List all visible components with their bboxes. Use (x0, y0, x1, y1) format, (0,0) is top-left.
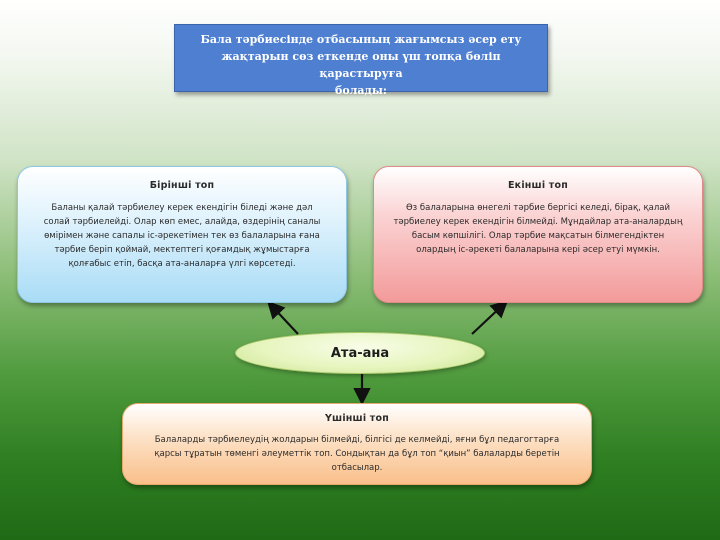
title-line-1: Бала тәрбиесінде отбасының жағымсыз әсер ету (200, 33, 522, 46)
title-line-2: жақтарын сөз еткенде оны үш топқа бөліп қарастыруға (221, 50, 501, 80)
group-3-box (122, 403, 592, 485)
group-2-heading: Екінші топ (507, 180, 568, 191)
group-2-box (373, 166, 703, 303)
group-1-box (17, 166, 347, 303)
arrow-to-group-1 (270, 304, 298, 334)
arrow-to-group-2 (472, 303, 505, 334)
parents-hub (235, 332, 485, 374)
group-2-text: Өз балаларына өнегелі тәрбие бергісі келеді, бірақ, қалай тәрбиелеу керек екендігін білмейді. Мұндайлар ата-аналардың басым көпшілігі. Олар тәрбие мақсатын білмегендіктен олардың іс-әрекеті балаларына кері әсер етуі мүмкін. (393, 203, 683, 255)
parents-label: Ата-ана (330, 345, 390, 361)
diagram-title (174, 24, 548, 97)
group-3-heading: Үшінші топ (324, 413, 390, 424)
group-1-text: Баланы қалай тәрбиелеу керек екендігін біледі және дәл солай тәрбиелейді. Олар көп емес, алайда, өздерінің саналы өмірімен және сапалы іс-әрекетімен тек өз балаларына ғана тәрбие беріп қоймай, мектептегі қоғамдық жұмыстарға қолғабыс етіп, басқа ата-аналарға үлгі көрсетеді. (43, 203, 321, 269)
group-3-text: Балаларды тәрбиелеудің жолдарын білмейді, білгісі де келмейді, яғни бұл педагогтарға қарсы тұратын төменгі әлеуметтік топ. Сондықтан да бұл топ “қиын” балаларды беретін отбасылар. (154, 435, 560, 473)
group-1-heading: Бірінші топ (149, 180, 215, 191)
title-line-3: болады: (335, 84, 387, 97)
